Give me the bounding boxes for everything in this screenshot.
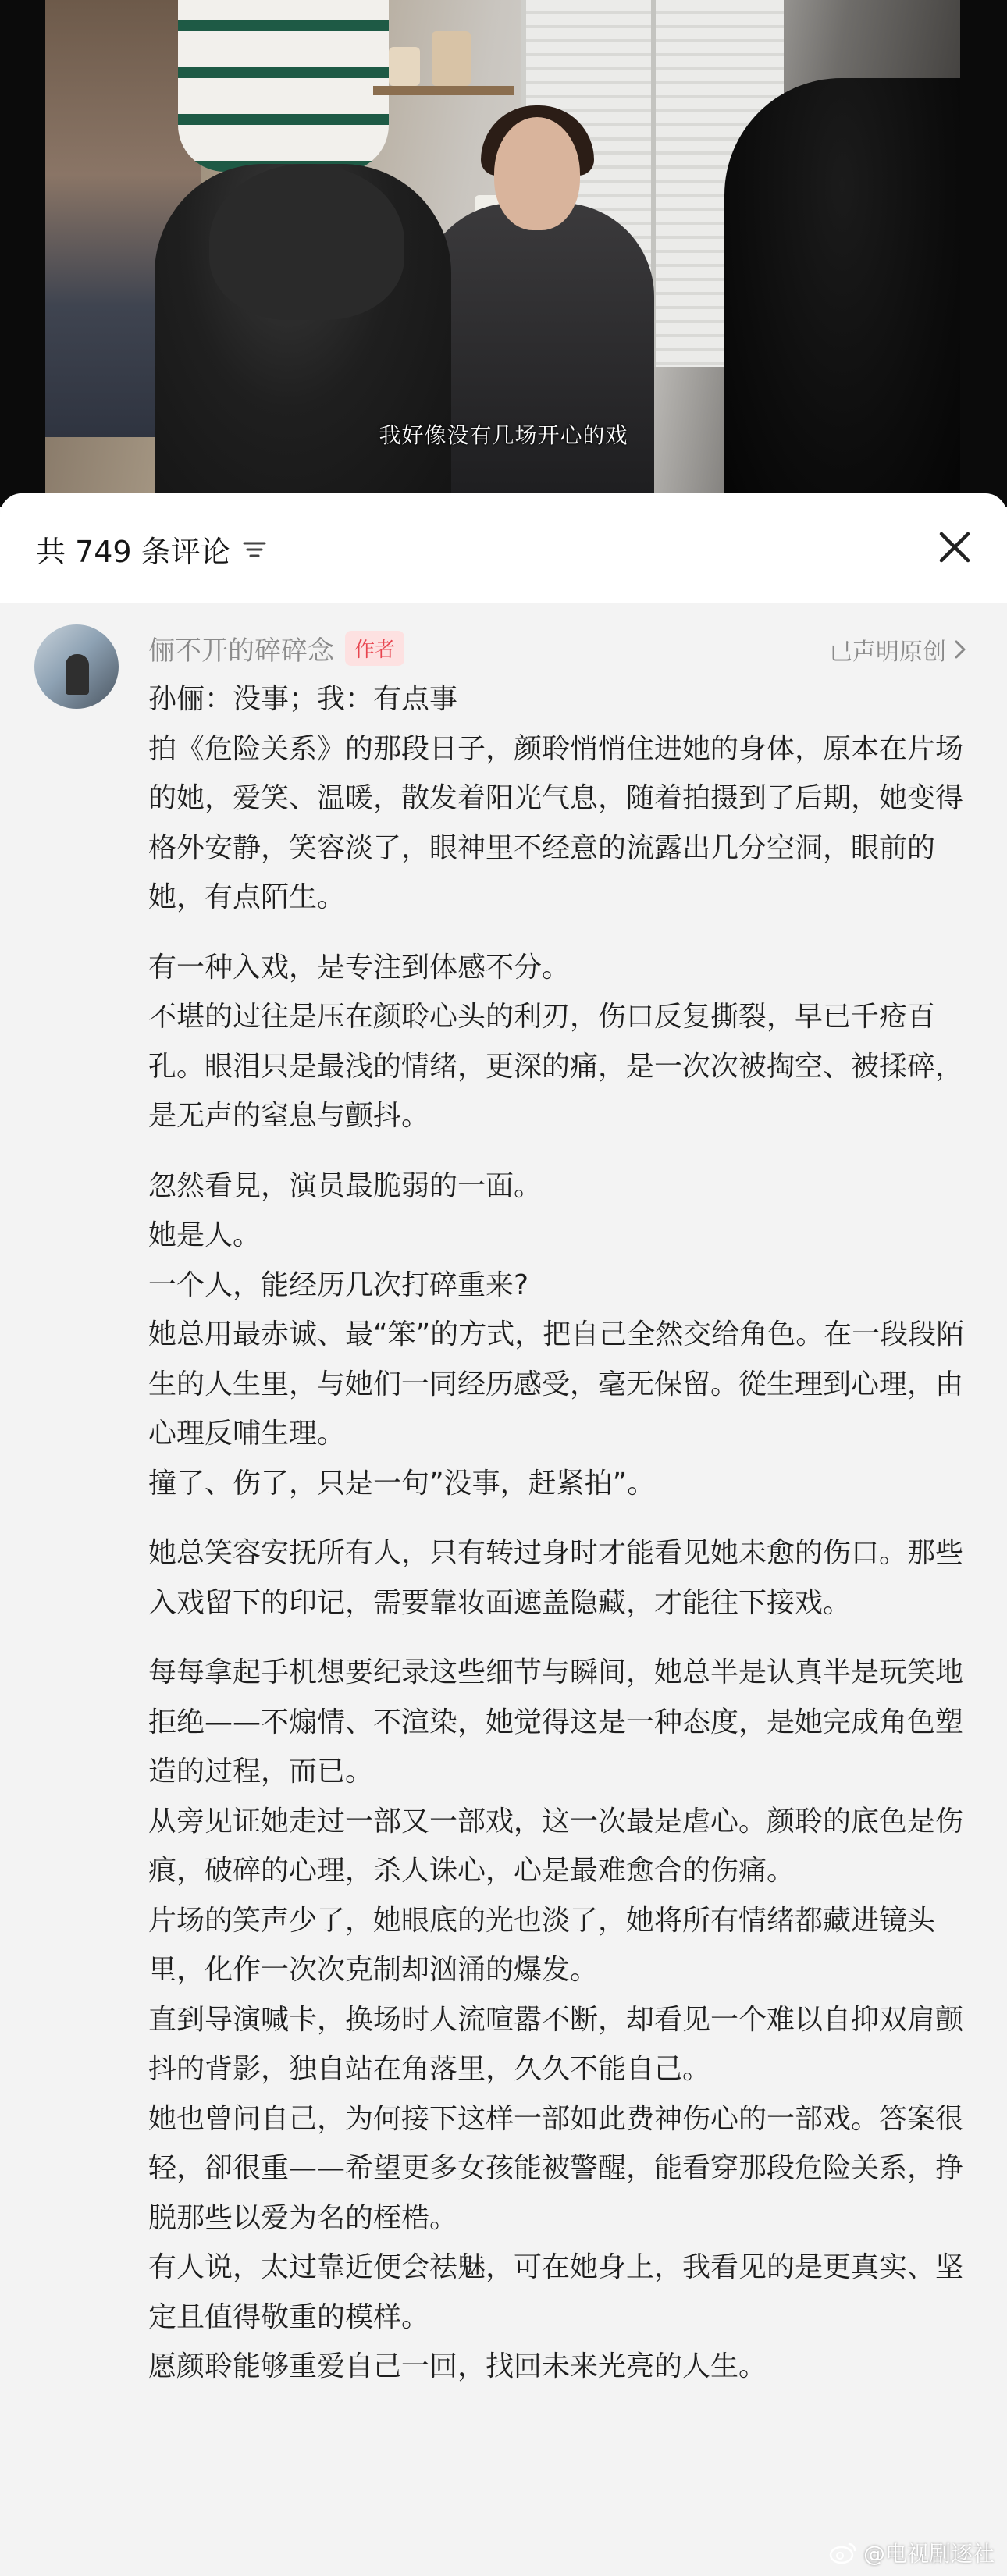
comment-paragraph: 她是人。 [148,1219,262,1251]
original-claim-link[interactable] [829,632,966,667]
comment-paragraph: 一个人，能经历几次打碎重来? [148,1268,529,1301]
comment-paragraph: 从旁见证她走过一部又一部戏，这一次最是虐心。颜聆的底色是伤痕，破碎的心理，杀人诛心，心是最难愈合的伤痛。 [148,1805,964,1887]
comment-count[interactable] [36,528,268,571]
comment-paragraph: 撞了、伤了，只是一句”没事，赶紧拍”。 [148,1467,656,1500]
avatar[interactable] [34,624,119,709]
chevron-right-icon [954,639,966,660]
comment-body [148,674,976,2392]
comment-paragraph: 她总用最赤诚、最“笨”的方式，把自己全然交给角色。在一段段陌生的人生里，与她们一同经历感受，毫无保留。從生理到心理，由心理反哺生理。 [148,1318,965,1450]
comment-paragraph: 她总笑容安抚所有人，只有转过身时才能看见她未愈的伤口。那些入戏留下的印记，需要靠妆面遮盖隐藏，才能往下接戏。 [148,1537,964,1619]
comment-paragraph: 直到导演喊卡，换场时人流喧嚣不断，却看见一个难以自抑双肩颤抖的背影，独自站在角落里，久久不能自己。 [148,2003,964,2085]
original-claim-label: 已声明原创 [829,639,946,666]
weibo-icon [829,2541,857,2564]
comment-paragraph: 孙俪：没事；我：有点事 [148,683,458,715]
username[interactable]: 俪不开的碎碎念 [148,635,334,667]
watermark-text: @电视剧逐社 [863,2541,995,2567]
comments-sheet [0,493,1007,2576]
comment-paragraph: 每每拿起手机想要纪录这些细节与瞬间，她总半是认真半是玩笑地拒绝——不煽情、不渲染，她觉得这是一种态度，是她完成角色塑造的过程，而已。 [148,1656,964,1788]
sort-icon[interactable] [241,538,268,561]
video-player[interactable] [0,0,1007,507]
comment-paragraph: 忽然看見，演员最脆弱的一面。 [148,1169,543,1202]
comment-count-label: 共 749 条评论 [36,535,230,569]
comment-author-row [148,629,404,667]
video-subtitle: 我好像没有几场开心的戏 [379,422,628,448]
comment-paragraph: 片场的笑声少了，她眼底的光也淡了，她将所有情绪都藏进镜头里，化作一次次克制却汹涌的爆发。 [148,1904,936,1986]
comment-paragraph: 有人说，太过靠近便会祛魅，可在她身上，我看见的是更真实、坚定且值得敬重的模样。 [148,2251,964,2333]
comment-paragraph: 拍《危险关系》的那段日子，颜聆悄悄住进她的身体，原本在片场的她，爱笑、温暖，散发着阳光气息，随着拍摄到了后期，她变得格外安静，笑容淡了，眼神里不经意的流露出几分空洞，眼前的她，有点陌生。 [148,732,964,913]
comments-header [0,493,1007,603]
watermark [829,2537,995,2568]
close-icon[interactable] [934,526,976,568]
author-badge: 作者 [345,631,404,666]
comment-paragraph: 有一种入戏，是专注到体感不分。 [148,951,571,984]
comment-paragraph: 她也曾问自己，为何接下这样一部如此费神伤心的一部戏。答案很轻，卻很重——希望更多女孩能被警醒，能看穿那段危险关系，挣脱那些以爱为名的桎梏。 [148,2102,964,2234]
comment-paragraph: 愿颜聆能够重爱自己一回，找回未来光亮的人生。 [148,2350,767,2382]
comment-paragraph: 不堪的过往是压在颜聆心头的利刃，伤口反复撕裂，早已千疮百孔。眼泪只是最浅的情绪，更深的痛，是一次次被掏空、被揉碎，是无声的窒息与颤抖。 [148,1001,964,1132]
